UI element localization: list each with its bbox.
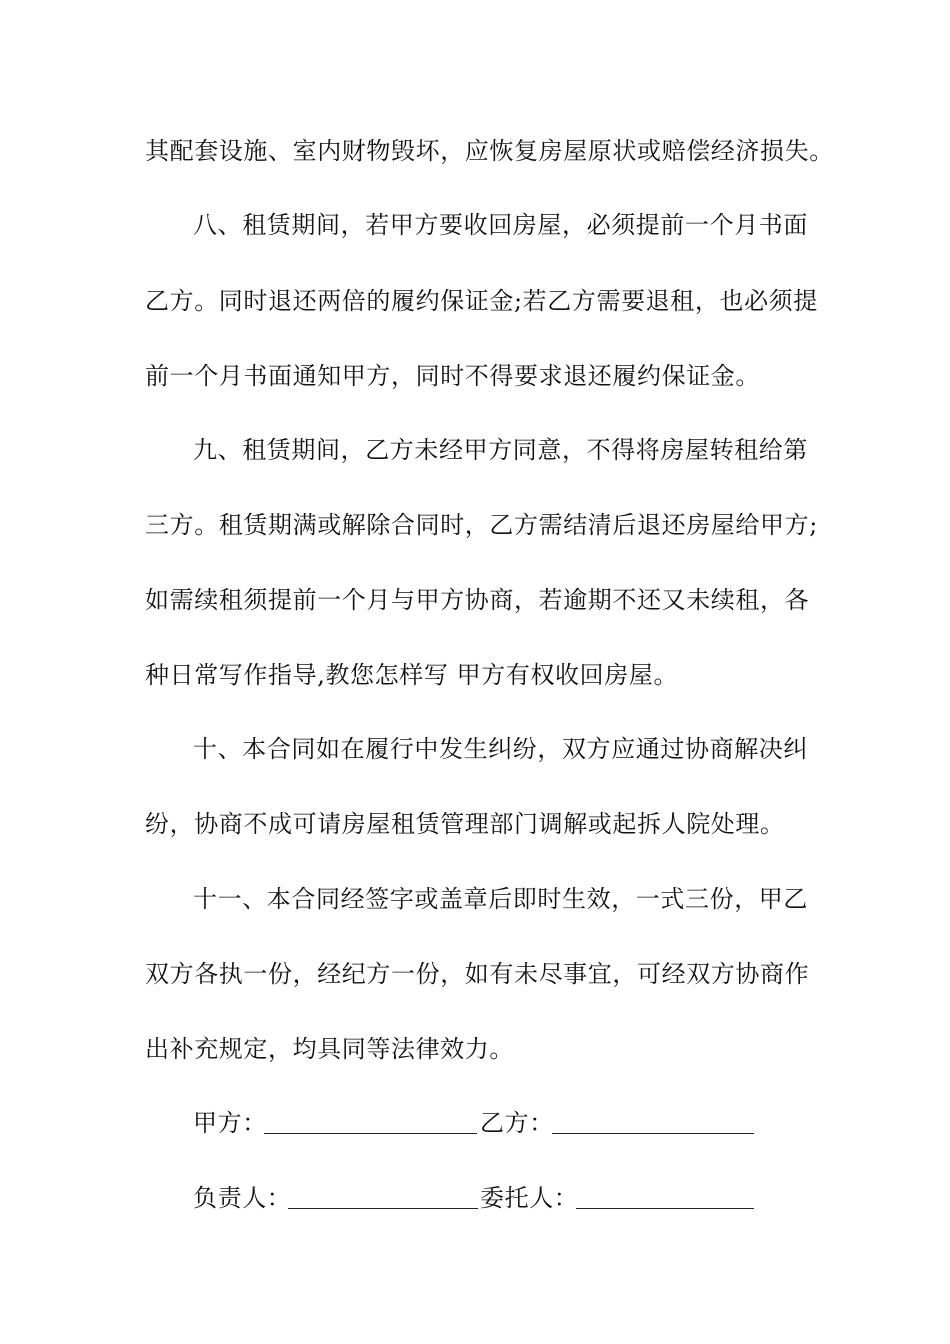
party-a-blank (264, 1133, 477, 1134)
party-a-label: 甲方： (193, 1109, 267, 1137)
clause-11-line-2: 双方各执一份，经纪方一份，如有未尽事宜，可经双方协商作 (145, 960, 810, 988)
clause-9-line-1: 九、租赁期间，乙方未经甲方同意，不得将房屋转租给第 (193, 436, 808, 464)
clause-8-line-2: 乙方。同时退还两倍的履约保证金;若乙方需要退租，也必须提 (145, 287, 818, 315)
agent-blank (576, 1208, 754, 1209)
principal-blank (288, 1208, 478, 1209)
agent-label: 委托人： (480, 1184, 579, 1212)
text-line-1: 其配套设施、室内财物毁坏，应恢复房屋原状或赔偿经济损失。 (145, 137, 834, 165)
clause-8-line-1: 八、租赁期间，若甲方要收回房屋，必须提前一个月书面 (193, 211, 808, 239)
party-b-label: 乙方： (480, 1109, 554, 1137)
clause-11-line-3: 出补充规定，均具同等法律效力。 (145, 1035, 514, 1063)
principal-label: 负责人： (193, 1184, 292, 1212)
clause-8-line-3: 前一个月书面通知甲方，同时不得要求退还履约保证金。 (145, 362, 760, 390)
clause-10-line-1: 十、本合同如在履行中发生纠纷，双方应通过协商解决纠 (193, 735, 808, 763)
clause-11-line-1: 十一、本合同经签字或盖章后即时生效，一式三份，甲乙 (193, 885, 808, 913)
clause-9-line-2: 三方。租赁期满或解除合同时，乙方需结清后退还房屋给甲方; (145, 511, 818, 539)
party-b-blank (552, 1133, 754, 1134)
clause-10-line-2: 纷，协商不成可请房屋租赁管理部门调解或起拆人院处理。 (145, 810, 785, 838)
clause-9-line-3: 如需续租须提前一个月与甲方协商，若逾期不还又未续租，各 (145, 586, 810, 614)
clause-9-line-4: 种日常写作指导,教您怎样写 甲方有权收回房屋。 (145, 661, 679, 689)
